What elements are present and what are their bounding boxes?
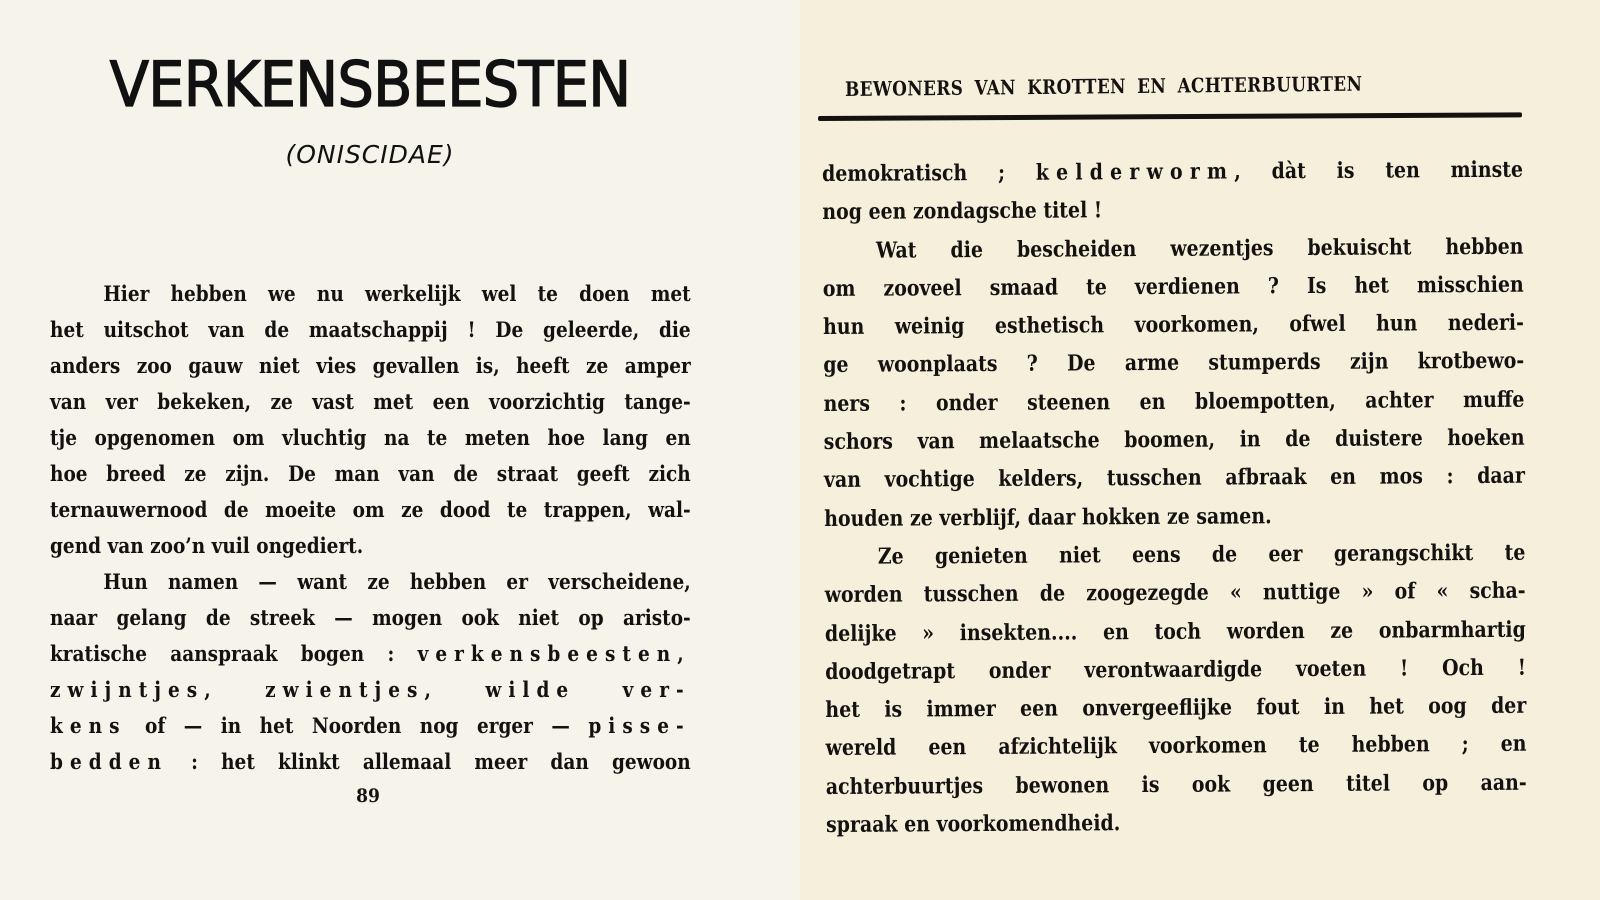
text-line	[824, 457, 1525, 500]
running-head-rule	[818, 112, 1522, 121]
text-line	[826, 725, 1527, 768]
text-segment: Hun namen — want ze hebben er verscheidene,	[103, 570, 691, 595]
text-segment: kratische aanspraak bogen :	[50, 642, 418, 667]
text-segment: ternauwernood de moeite om ze dood te trappen, wal-	[50, 498, 691, 523]
text-line	[824, 534, 1525, 577]
text-segment: , dàt is ten minste	[1234, 156, 1524, 185]
text-segment: spraak en voorkomendheid.	[826, 810, 1121, 839]
text-line	[50, 637, 691, 673]
text-line	[826, 763, 1527, 806]
text-segment: ners : onder steenen en bloempotten, achter muffe	[823, 386, 1525, 417]
text-line	[825, 687, 1526, 730]
text-line	[823, 304, 1524, 347]
text-line	[822, 151, 1523, 194]
text-line	[50, 349, 691, 385]
text-line	[50, 529, 691, 565]
text-line	[825, 649, 1526, 692]
text-line	[822, 189, 1523, 232]
text-line	[50, 709, 691, 745]
running-head: BEWONERS VAN KROTTEN EN ACHTERBUURTEN	[845, 71, 1363, 101]
text-line	[825, 610, 1526, 653]
emphasized-term: verkensbeesten,	[417, 642, 691, 667]
text-segment: van ver bekeken, ze vast met een voorzichtig tange-	[50, 390, 691, 415]
text-segment: tje opgenomen om vluchtig na te meten hoe lang en	[50, 426, 691, 451]
text-line	[824, 419, 1525, 462]
text-line	[50, 385, 691, 421]
text-line	[823, 380, 1524, 423]
text-segment: van vochtige kelders, tusschen afbraak en mos : daar	[823, 463, 1525, 494]
left-page-body	[50, 277, 795, 781]
chapter-subtitle: (ONISCIDAE)	[285, 140, 455, 169]
text-segment: om zooveel smaad te verdienen ? Is het misschien	[822, 271, 1524, 302]
text-line	[822, 227, 1523, 270]
text-segment: Hier hebben we nu werkelijk wel te doen met	[103, 282, 691, 307]
text-segment: naar gelang de streek — mogen ook niet op aristo-	[50, 606, 691, 631]
text-segment: nog een zondagsche titel !	[822, 197, 1103, 226]
text-segment: demokratisch ;	[822, 159, 1036, 187]
emphasized-term: kelderworm	[1035, 158, 1235, 186]
chapter-title: VERKENSBEESTEN	[109, 48, 631, 121]
text-segment: houden ze verblijf, daar hokken ze samen.	[824, 502, 1272, 532]
text-line	[50, 277, 691, 313]
emphasized-term: zwijntjes, zwientjes, wilde ver-	[50, 678, 691, 703]
text-segment: doodgetrapt onder verontwaardigde voeten ! Och !	[825, 654, 1527, 685]
text-segment: : het klinkt allemaal meer dan gewoon	[167, 750, 691, 775]
text-line	[50, 565, 691, 601]
text-segment: achterbuurtjes bewonen is ook geen titel op aan-	[825, 769, 1527, 800]
text-segment: gend van zoo’n vuil ongediert.	[50, 534, 364, 559]
text-segment: hoe breed ze zijn. De man van de straat geeft zich	[50, 462, 691, 487]
text-segment: ge woonplaats ? De arme stumperds zijn krotbewo-	[823, 348, 1525, 379]
right-page-body	[822, 150, 1600, 844]
emphasized-term: kens	[50, 714, 127, 739]
text-line	[50, 313, 691, 349]
text-segment: anders zoo gauw niet vies gevallen is, heeft ze amper	[50, 354, 691, 379]
text-line	[50, 601, 691, 637]
text-line	[50, 493, 691, 529]
text-segment: het uitschot van de maatschappij ! De geleerde, die	[50, 318, 691, 343]
text-segment: Ze genieten niet eens de eer gerangschikt te	[877, 539, 1526, 570]
text-segment: schors van melaatsche boomen, in de duistere hoeken	[823, 424, 1525, 456]
text-line	[823, 342, 1524, 385]
text-line	[824, 495, 1525, 538]
text-segment: wereld een afzichtelijk voorkomen te hebben ; en	[825, 731, 1527, 762]
text-line	[826, 802, 1527, 845]
text-segment: het is immer een onvergeeflijke fout in het oog der	[825, 692, 1527, 724]
text-line	[50, 421, 691, 457]
emphasized-term: pisse-	[588, 714, 691, 739]
text-segment: delijke » insekten.... en toch worden ze onbarmhartig	[824, 616, 1526, 647]
emphasized-term: bedden	[50, 750, 168, 775]
text-segment: hun weinig esthetisch voorkomen, ofwel hun nederi-	[822, 309, 1525, 341]
text-segment: of — in het Noorden nog erger —	[126, 714, 589, 739]
page-number: 89	[356, 785, 380, 807]
text-line	[825, 572, 1526, 615]
right-page	[800, 0, 1600, 900]
text-segment: worden tusschen de zoogezegde « nuttige » of « scha-	[824, 577, 1526, 609]
text-line	[50, 673, 691, 709]
text-line	[50, 745, 691, 781]
text-line	[50, 457, 691, 493]
text-line	[823, 266, 1524, 309]
text-segment: Wat die bescheiden wezentjes bekuischt hebben	[875, 233, 1524, 264]
